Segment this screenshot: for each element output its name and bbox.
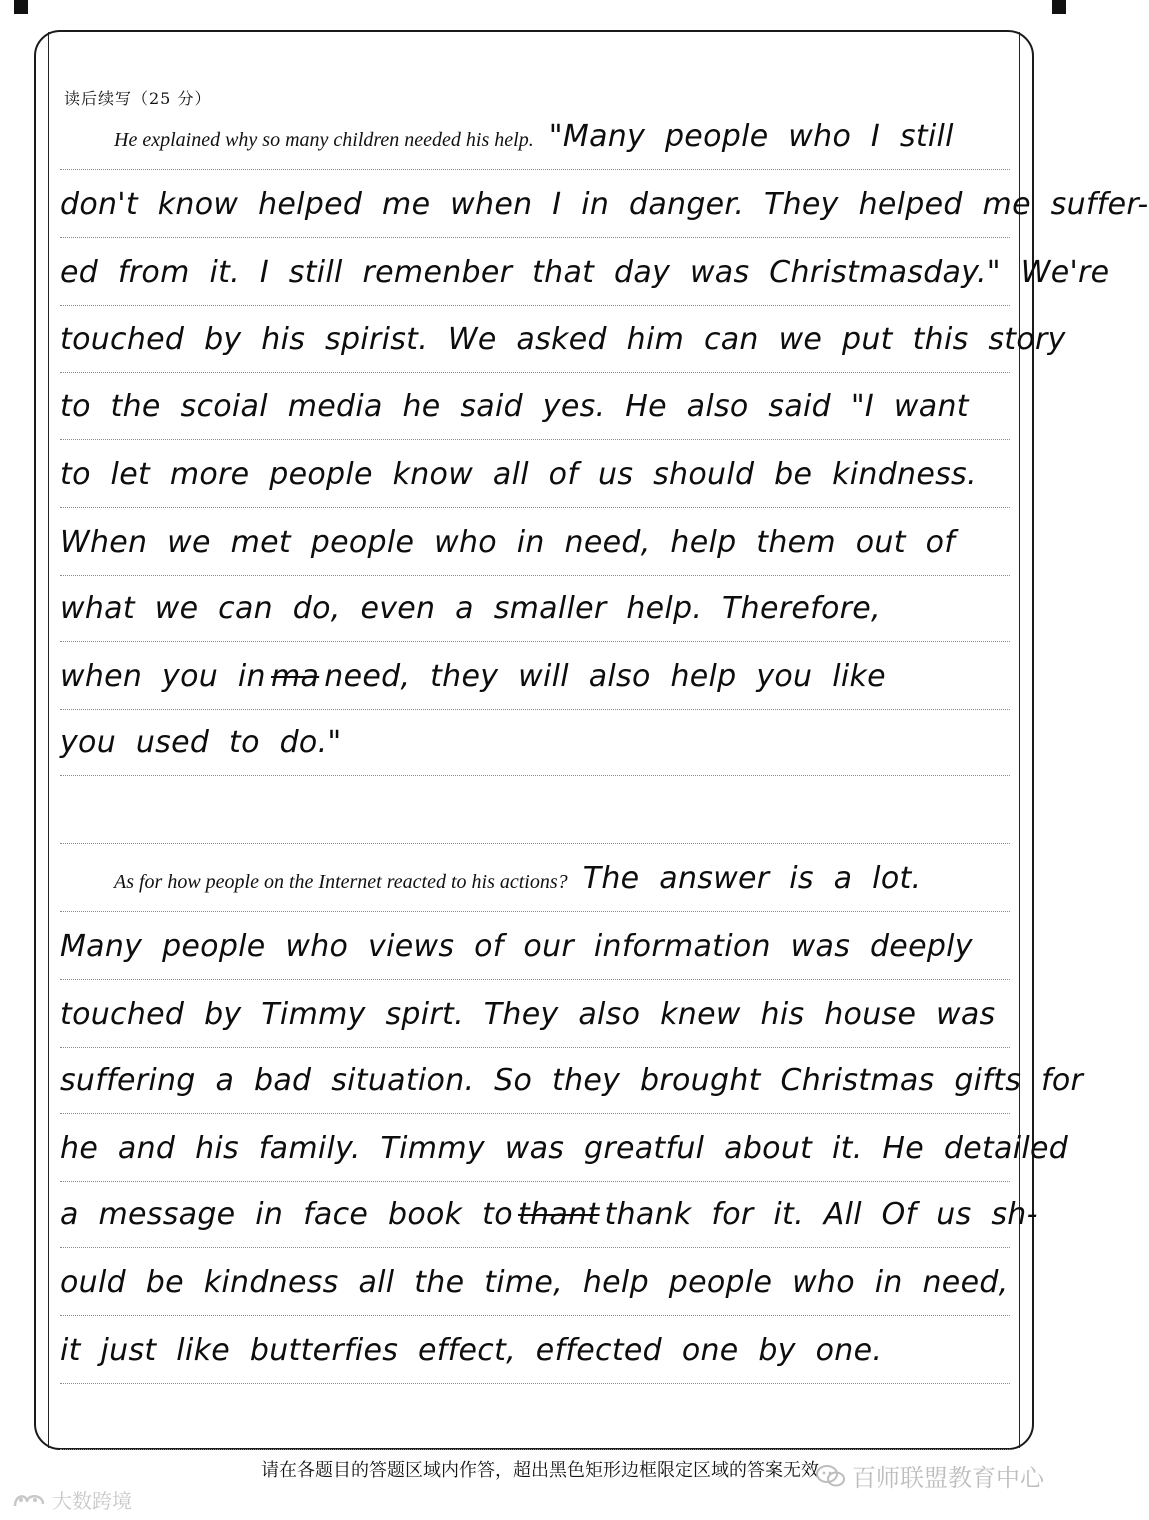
handwriting: suffering a bad situation. So they brought Christmas gifts for [60, 1063, 1084, 1098]
handwriting: it just like butterfies effect, effected one by one. [60, 1333, 883, 1368]
handwriting: need, they will also help you like [324, 659, 886, 694]
crossed-out-word: thant [517, 1197, 600, 1232]
handwriting: a message in face book to [60, 1197, 513, 1232]
watermark-right-text: 百师联盟教育中心 [852, 1464, 1044, 1492]
paragraph-prompt: He explained why so many children needed his help. [114, 129, 534, 151]
watermark-left [12, 1485, 132, 1515]
crossed-out-word: ma [270, 659, 320, 694]
answer-line [60, 1182, 1038, 1248]
handwriting: "Many people who I still [548, 119, 954, 154]
handwriting: ed from it. I still remenber that day was Christmasday." We're [60, 255, 1110, 290]
paragraph-prompt: As for how people on the Internet reacted to his actions? [114, 871, 568, 893]
section-title: 读后续写（25 分） [64, 89, 212, 108]
answer-line [60, 710, 1010, 776]
answer-line [60, 1116, 1069, 1182]
answer-line [60, 510, 1010, 576]
answer-line [60, 914, 1010, 980]
handwriting: what we can do, even a smaller help. Therefore, [60, 591, 881, 626]
handwriting: thank for it. All Of us sh- [604, 1197, 1038, 1232]
brand-logo-icon [12, 1490, 46, 1515]
answer-line [60, 240, 1110, 306]
handwriting: touched by his spirist. We asked him can we put this story [60, 322, 1066, 357]
answer-line [60, 442, 1010, 508]
watermark-left-text: 大数跨境 [52, 1489, 132, 1513]
wechat-icon [816, 1464, 846, 1494]
handwriting: ould be kindness all the time, help people who in need, [60, 1265, 1009, 1300]
answer-line-empty [60, 778, 1010, 844]
handwriting: touched by Timmy spirt. They also knew his house was [60, 997, 996, 1032]
registration-mark-top-left [14, 0, 28, 14]
handwriting: don't know helped me when I in danger. They helped me suffer- [60, 187, 1149, 222]
handwriting: to the scoial media he said yes. He also said "I want [60, 389, 969, 424]
answer-line [60, 1048, 1084, 1114]
answer-line [60, 846, 1010, 912]
watermark-right [816, 1458, 1044, 1494]
handwriting: he and his family. Timmy was greatful about it. He detailed [60, 1131, 1069, 1166]
answer-line [60, 307, 1066, 373]
answer-line [60, 982, 1010, 1048]
handwriting: you used to do." [60, 725, 342, 760]
answer-line [60, 104, 1010, 170]
answer-line [60, 1250, 1010, 1316]
answer-line-empty [60, 1384, 1010, 1450]
answer-line [60, 1318, 1010, 1384]
handwriting: The answer is a lot. [582, 861, 922, 896]
footer-instruction: 请在各题目的答题区域内作答，超出黑色矩形边框限定区域的答案无效 [261, 1460, 819, 1481]
registration-mark-top-right [1052, 0, 1066, 14]
answer-line [60, 644, 1010, 710]
answer-line [60, 576, 1010, 642]
handwriting: When we met people who in need, help them out of [60, 525, 956, 560]
handwriting: Many people who views of our information was deeply [60, 929, 973, 964]
handwriting: to let more people know all of us should be kindness. [60, 457, 977, 492]
answer-line [60, 374, 1010, 440]
handwriting: when you in [60, 659, 266, 694]
answer-line [60, 172, 1149, 238]
